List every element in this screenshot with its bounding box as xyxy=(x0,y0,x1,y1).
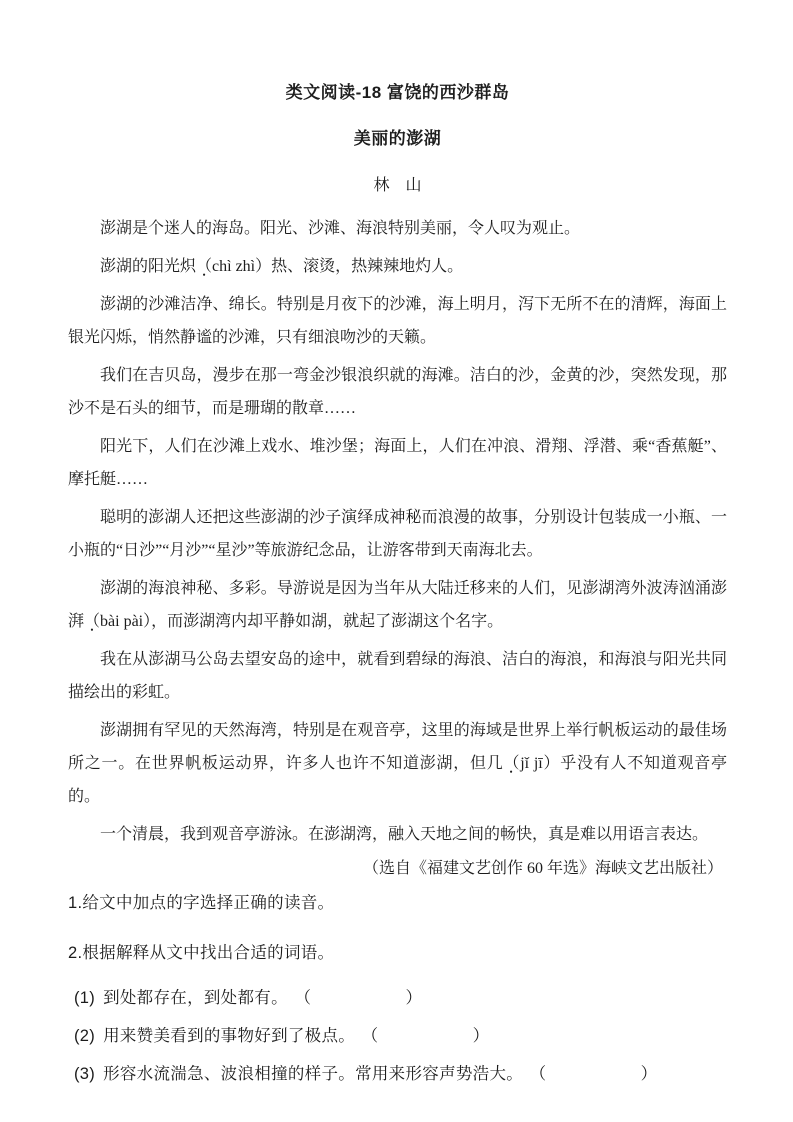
article-paragraph: 我们在吉贝岛，漫步在那一弯金沙银浪织就的海滩。洁白的沙，金黄的沙，突然发现，那沙不是石头的细节，而是珊瑚的散章…… xyxy=(68,367,727,417)
sub-question xyxy=(74,984,727,1012)
sub-question-label: (2) xyxy=(74,1027,96,1045)
sub-question-text: 到处都存在，到处都有。 xyxy=(103,989,288,1007)
answer-blank: （ ） xyxy=(537,1065,660,1083)
sub-question-text: 用来赞美看到的事物好到了极点。 xyxy=(103,1027,356,1045)
article-paragraph: 澎湖是个迷人的海岛。阳光、沙滩、海浪特别美丽，令人叹为观止。 xyxy=(100,220,581,237)
sub-question xyxy=(74,1022,727,1050)
article-attribution: （选自《福建文艺创作 60 年选》海峡文艺出版社） xyxy=(362,860,723,877)
article-body xyxy=(68,212,727,851)
sub-question-label: (3) xyxy=(74,1065,96,1083)
article-paragraph: 阳光下，人们在沙滩上戏水、堆沙堡；海面上，人们在冲浪、滑翔、浮潜、乘“香蕉艇”、摩托艇…… xyxy=(68,438,727,488)
answer-blank: （ ） xyxy=(369,1027,492,1045)
article-paragraph: 澎湖的沙滩洁净、绵长。特别是月夜下的沙滩，海上明月，泻下无所不在的清辉，海面上银光闪烁，悄然静谧的沙滩，只有细浪吻沙的天籁。 xyxy=(68,296,727,346)
sub-question xyxy=(74,1060,727,1088)
article-paragraph: 我在从澎湖马公岛去望安岛的途中，就看到碧绿的海浪、洁白的海浪，和海浪与阳光共同描绘出的彩虹。 xyxy=(68,651,727,701)
article-author: 林 山 xyxy=(373,177,422,194)
sub-question-text: 形容水流湍急、波浪相撞的样子。常用来形容声势浩大。 xyxy=(103,1065,524,1083)
article-paragraph: 澎湖的阳光炽（chì zhì）热、滚烫，热辣辣地灼人。 xyxy=(100,258,464,275)
question-1: 1.给文中加点的字选择正确的读音。 xyxy=(68,894,335,912)
emphasis-dotted-char: 炽 xyxy=(180,258,197,275)
emphasis-dotted-char: 湃 xyxy=(68,613,85,630)
article-title: 美丽的澎湖 xyxy=(353,129,442,148)
article-paragraph: 一个清晨，我到观音亭游泳。在澎湖湾，融入天地之间的畅快，真是难以用语言表达。 xyxy=(100,826,709,843)
article-paragraph: 澎湖的海浪神秘、多彩。导游说是因为当年从大陆迁移来的人们，见澎湖湾外波涛汹涌澎湃（bài pài），而澎湖湾内却平静如湖，就起了澎湖这个名字。 xyxy=(68,580,727,630)
question-2-subitems xyxy=(74,984,727,1088)
sub-question-label: (1) xyxy=(74,989,96,1007)
emphasis-dotted-char: 几 xyxy=(486,755,504,772)
article-paragraph: 澎湖拥有罕见的天然海湾，特别是在观音亭，这里的海域是世界上举行帆板运动的最佳场所之一。在世界帆板运动界，许多人也许不知道澎湖，但几（jǐ jī）乎没有人不知道观音亭的。 xyxy=(68,722,727,805)
question-2: 2.根据解释从文中找出合适的词语。 xyxy=(68,944,335,962)
article-paragraph: 聪明的澎湖人还把这些澎湖的沙子演绎成神秘而浪漫的故事，分别设计包装成一小瓶、一小瓶的“日沙”“月沙”“星沙”等旅游纪念品，让游客带到天南海北去。 xyxy=(68,509,727,559)
page-title: 类文阅读-18 富饶的西沙群岛 xyxy=(285,83,510,102)
answer-blank: （ ） xyxy=(302,989,424,1007)
